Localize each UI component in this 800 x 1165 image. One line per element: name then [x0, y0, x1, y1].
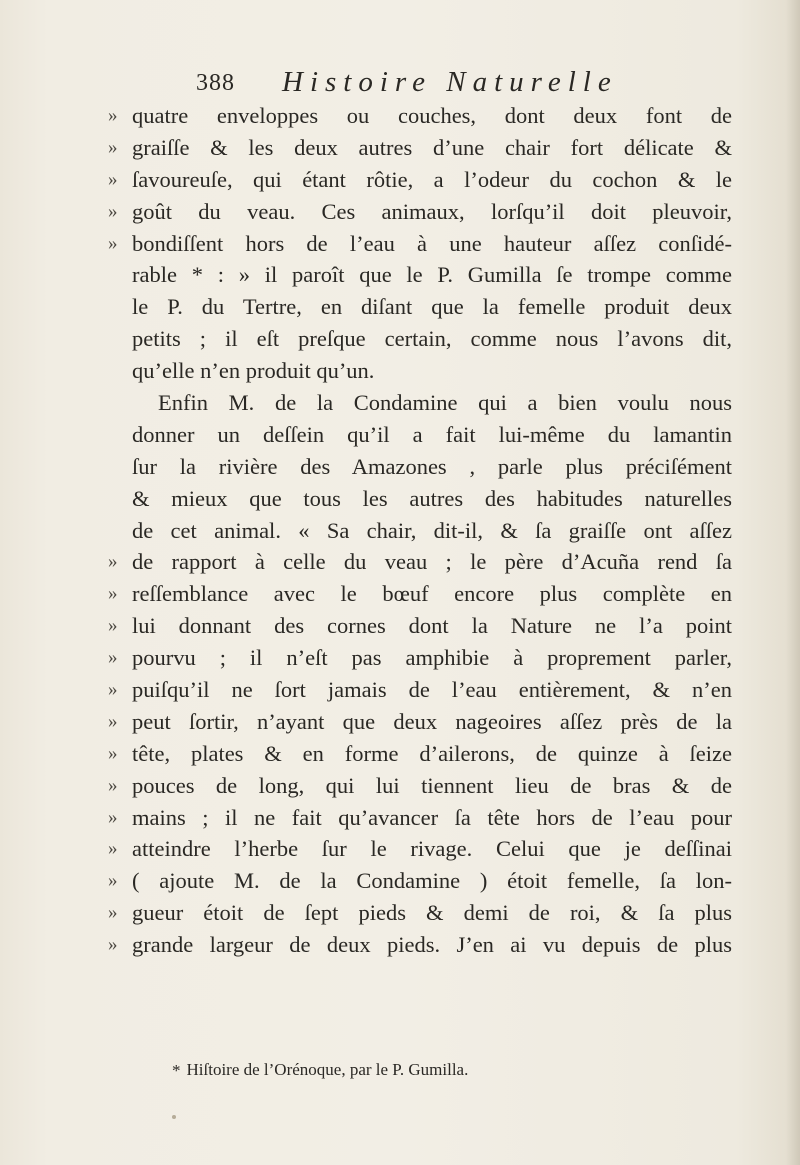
line-text: peut ſortir, n’ayant que deux nageoires aſſez près de la: [132, 708, 732, 734]
line-text: ( ajoute M. de la Condamine ) étoit femelle, ſa lon-: [132, 868, 732, 894]
text-line: [132, 355, 732, 387]
quote-mark: »: [108, 710, 118, 732]
line-text: gueur étoit de ſept pieds & demi de roi, & ſa plus: [132, 900, 732, 926]
text-line: [108, 610, 732, 642]
quote-mark: »: [108, 551, 118, 573]
text-line: [132, 259, 732, 291]
line-text: reſſemblance avec le bœuf encore plus complète en: [132, 581, 732, 607]
quote-mark: »: [108, 806, 118, 828]
line-text: petits ; il eſt preſque certain, comme nous l’avons dit,: [132, 326, 732, 352]
line-text: quatre enveloppes ou couches, dont deux font de: [132, 103, 732, 128]
text-line: [132, 451, 732, 483]
quote-mark: »: [108, 870, 118, 892]
body-text: [108, 100, 732, 961]
text-line: [108, 164, 732, 196]
quote-mark: »: [108, 200, 118, 222]
line-text: donner un deſſein qu’il a fait lui-même du lamantin: [132, 421, 732, 447]
text-line: [108, 196, 732, 228]
quote-mark: »: [108, 679, 118, 701]
line-text: puiſqu’il ne ſort jamais de l’eau entièrement, & n’en: [132, 677, 732, 703]
footnote-mark: *: [172, 1061, 181, 1080]
quote-mark: »: [108, 105, 118, 126]
line-text: ſavoureuſe, qui étant rôtie, a l’odeur du cochon & le: [132, 166, 732, 192]
line-text: atteindre l’herbe ſur le rivage. Celui que je deſſinai: [132, 836, 732, 862]
page-number: 388: [196, 70, 235, 96]
line-text: mains ; il ne fait qu’avancer ſa tête hors de l’eau pour: [132, 804, 732, 830]
line-text: tête, plates & en forme d’ailerons, de quinze à ſeize: [132, 740, 732, 766]
text-line: [108, 132, 732, 164]
line-text: pouces de long, qui lui tiennent lieu de bras & de: [132, 772, 732, 798]
text-line: [108, 546, 732, 578]
running-title: Histoire Naturelle: [282, 66, 618, 98]
line-text: goût du veau. Ces animaux, lorſqu’il doit pleuvoir,: [132, 198, 732, 224]
footnote: [172, 1060, 468, 1080]
line-text: de cet animal. « Sa chair, dit-il, & ſa graiſſe ont aſſez: [132, 517, 732, 543]
text-line: [108, 706, 732, 738]
page-header: [196, 64, 636, 104]
line-text: lui donnant des cornes dont la Nature ne l’a point: [132, 613, 732, 639]
text-line: [132, 515, 732, 547]
line-text: pourvu ; il n’eſt pas amphibie à proprement parler,: [132, 645, 732, 671]
quote-mark: »: [108, 136, 118, 158]
text-line: [108, 770, 732, 802]
text-line: [132, 291, 732, 323]
quote-mark: »: [108, 838, 118, 860]
line-text: bondiſſent hors de l’eau à une hauteur aſſez conſidé-: [132, 230, 732, 256]
text-line: [132, 387, 732, 419]
text-line: [108, 100, 732, 132]
line-text: & mieux que tous les autres des habitudes naturelles: [132, 485, 732, 511]
text-line: [108, 833, 732, 865]
text-line: [132, 419, 732, 451]
quote-mark: »: [108, 934, 118, 956]
quote-mark: »: [108, 742, 118, 764]
paper-spot: [172, 1115, 176, 1119]
text-line: [108, 674, 732, 706]
line-text: ſur la rivière des Amazones , parle plus préciſément: [132, 453, 732, 479]
text-line: [108, 802, 732, 834]
text-line: [132, 323, 732, 355]
quote-mark: »: [108, 647, 118, 669]
text-line: [108, 929, 732, 961]
text-line: [108, 865, 732, 897]
line-text: rable * : » il paroît que le P. Gumilla ſe trompe comme: [132, 262, 732, 288]
quote-mark: »: [108, 168, 118, 190]
quote-mark: »: [108, 583, 118, 605]
quote-mark: »: [108, 902, 118, 924]
footnote-text: Hiſtoire de l’Orénoque, par le P. Gumilla.: [186, 1060, 469, 1079]
line-text: le P. du Tertre, en diſant que la femelle produit deux: [132, 294, 732, 320]
quote-mark: »: [108, 774, 118, 796]
text-line: [108, 897, 732, 929]
text-line: [132, 483, 732, 515]
quote-mark: »: [108, 615, 118, 637]
page-edge-shadow: [786, 0, 800, 1165]
quote-mark: »: [108, 232, 118, 254]
line-text: qu’elle n’en produit qu’un.: [132, 358, 375, 384]
line-text: grande largeur de deux pieds. J’en ai vu depuis de plus: [132, 932, 732, 958]
line-text: de rapport à celle du veau ; le père d’Acuña rend ſa: [132, 549, 732, 575]
text-line: [108, 642, 732, 674]
text-line: [108, 738, 732, 770]
line-text: graiſſe & les deux autres d’une chair fort délicate &: [132, 134, 732, 160]
line-text: Enfin M. de la Condamine qui a bien voulu nous: [158, 390, 732, 416]
text-line: [108, 228, 732, 260]
text-line: [108, 578, 732, 610]
